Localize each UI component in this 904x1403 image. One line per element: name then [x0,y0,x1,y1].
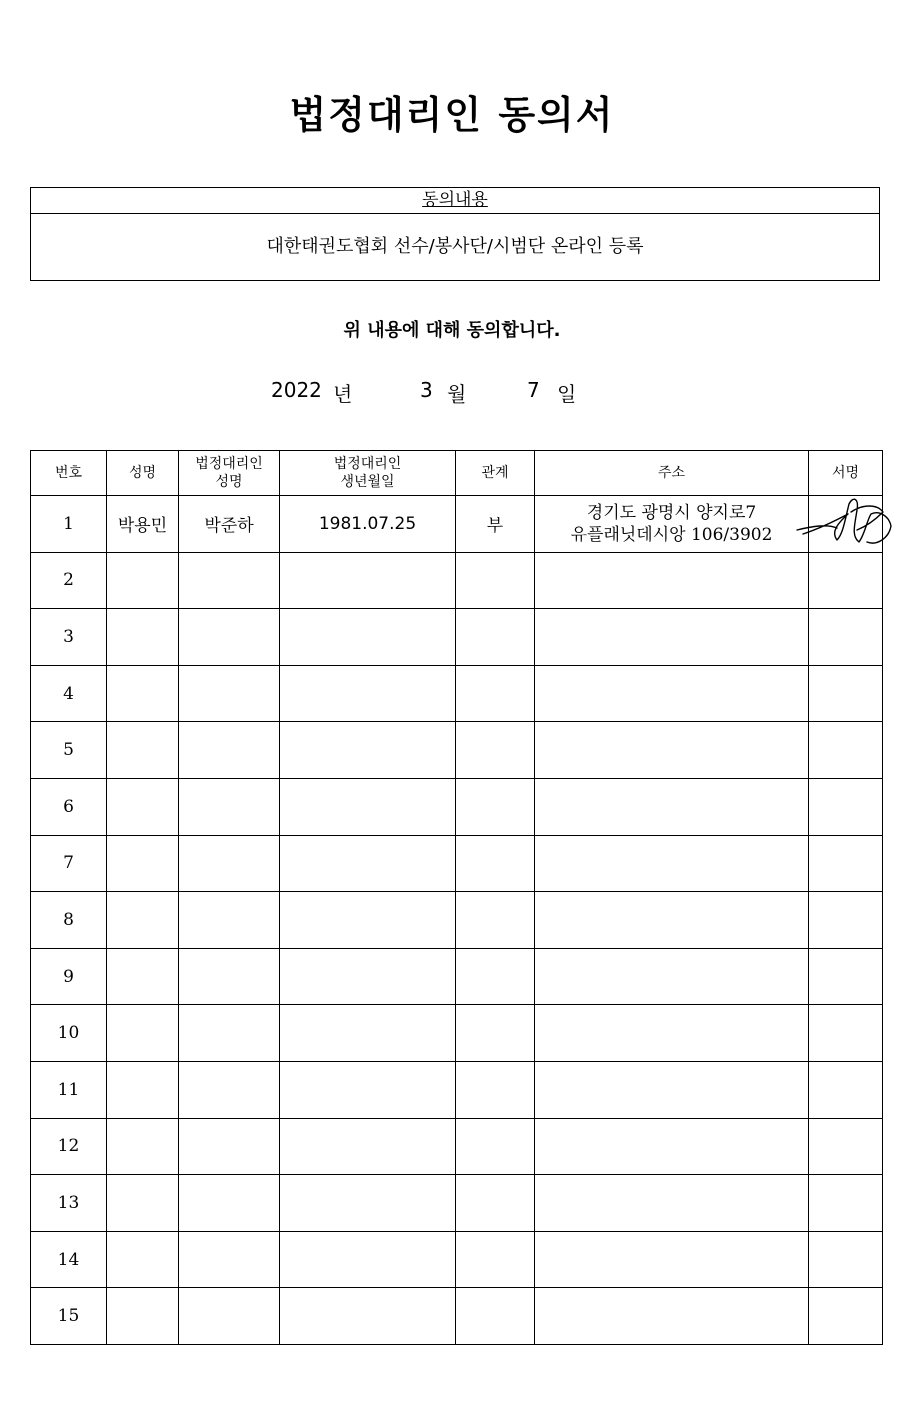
row-number: 7 [31,835,107,892]
row-number: 5 [31,722,107,779]
row-guardian-birth [280,1288,456,1345]
date-month: 3 [420,378,433,402]
header-relation: 관계 [456,451,535,496]
row-signature [809,722,883,779]
header-guardian-birth-line2: 생년월일 [340,474,395,490]
row-name [107,722,179,779]
row-number: 4 [31,665,107,722]
row-number: 10 [31,1005,107,1062]
row-guardian-birth [280,1231,456,1288]
row-address [535,665,809,722]
row-name [107,1288,179,1345]
row-guardian-name [179,835,280,892]
row-relation [456,948,535,1005]
row-number: 1 [31,496,107,553]
row-relation [456,1288,535,1345]
row-guardian-birth [280,1061,456,1118]
row-name: 박용민 [107,496,179,553]
table-row [31,778,883,835]
guardian-consent-table [30,450,883,1345]
row-guardian-birth [280,835,456,892]
row-relation [456,1005,535,1062]
row-address [535,1061,809,1118]
row-guardian-name [179,778,280,835]
row-name [107,1061,179,1118]
row-guardian-name [179,1288,280,1345]
table-row [31,722,883,779]
row-guardian-name [179,1175,280,1232]
row-name [107,609,179,666]
row-guardian-name [179,948,280,1005]
table-row [31,892,883,949]
row-relation [456,892,535,949]
table-header-row [31,451,883,496]
row-name [107,1118,179,1175]
table-row [31,1005,883,1062]
row-signature [809,892,883,949]
row-signature [809,552,883,609]
row-guardian-name [179,1118,280,1175]
row-address [535,1005,809,1062]
row-address [535,496,809,553]
row-signature [809,778,883,835]
row-address-line2: 유플래닛데시앙 106/3902 [570,524,773,545]
row-name [107,948,179,1005]
row-address [535,892,809,949]
row-guardian-birth [280,1005,456,1062]
row-guardian-name [179,665,280,722]
row-guardian-birth [280,665,456,722]
table-row [31,552,883,609]
table-row [31,1118,883,1175]
table-row [31,1288,883,1345]
row-guardian-name [179,722,280,779]
header-guardian-name-line2: 성명 [215,474,243,490]
row-address [535,1175,809,1232]
row-name [107,1175,179,1232]
table-row [31,1061,883,1118]
row-guardian-birth [280,1118,456,1175]
header-guardian-name [179,451,280,496]
row-relation [456,722,535,779]
row-signature [809,1005,883,1062]
row-relation [456,1061,535,1118]
header-guardian-birth-line1: 법정대리인 [333,456,402,472]
date-month-unit: 월 [447,382,467,406]
row-guardian-name: 박준하 [179,496,280,553]
row-guardian-name [179,1231,280,1288]
row-address [535,722,809,779]
row-address [535,835,809,892]
row-guardian-birth [280,722,456,779]
row-signature [809,609,883,666]
row-address [535,1231,809,1288]
table-row [31,1175,883,1232]
row-relation [456,778,535,835]
row-signature [809,496,883,553]
date-year-unit: 년 [333,382,353,406]
row-guardian-birth [280,1175,456,1232]
row-address [535,778,809,835]
document-title: 법정대리인 동의서 [289,93,615,137]
table-row [31,609,883,666]
row-guardian-name [179,892,280,949]
row-relation [456,609,535,666]
row-address [535,948,809,1005]
row-number: 13 [31,1175,107,1232]
row-guardian-birth [280,948,456,1005]
row-number: 12 [31,1118,107,1175]
row-number: 9 [31,948,107,1005]
header-guardian-birth [280,451,456,496]
row-name [107,835,179,892]
row-guardian-birth [280,892,456,949]
table-row [31,496,883,553]
table-row [31,835,883,892]
date-year: 2022 [271,378,322,402]
consent-text: 대한태권도협회 선수/봉사단/시범단 온라인 등록 [266,236,644,257]
row-address [535,1118,809,1175]
row-number: 11 [31,1061,107,1118]
row-number: 2 [31,552,107,609]
row-guardian-birth: 1981.07.25 [280,496,456,553]
agreement-statement: 위 내용에 대해 동의합니다. [343,320,561,341]
row-number: 14 [31,1231,107,1288]
row-guardian-birth [280,609,456,666]
row-signature [809,1231,883,1288]
row-number: 8 [31,892,107,949]
row-address [535,609,809,666]
row-name [107,892,179,949]
row-guardian-birth [280,552,456,609]
row-relation [456,1118,535,1175]
table-row [31,665,883,722]
row-signature [809,665,883,722]
row-signature [809,1061,883,1118]
row-signature [809,1288,883,1345]
row-relation [456,665,535,722]
row-signature [809,1118,883,1175]
row-address [535,552,809,609]
row-relation [456,835,535,892]
row-number: 15 [31,1288,107,1345]
row-signature [809,948,883,1005]
row-signature [809,835,883,892]
row-relation [456,552,535,609]
row-address-line1: 경기도 광명시 양지로7 [586,502,757,523]
consent-content-box [30,187,880,281]
date-day-unit: 일 [557,382,577,406]
header-name: 성명 [107,451,179,496]
row-number: 3 [31,609,107,666]
row-signature [809,1175,883,1232]
table-row [31,948,883,1005]
row-relation [456,1175,535,1232]
row-relation [456,1231,535,1288]
row-guardian-name [179,1061,280,1118]
row-name [107,665,179,722]
header-signature: 서명 [809,451,883,496]
table-row [31,1231,883,1288]
row-number: 6 [31,778,107,835]
row-guardian-name [179,1005,280,1062]
row-name [107,1231,179,1288]
consent-heading: 동의내용 [31,188,879,214]
handwritten-signature [793,490,903,560]
row-name [107,1005,179,1062]
row-address [535,1288,809,1345]
row-relation: 부 [456,496,535,553]
row-guardian-name [179,552,280,609]
header-address: 주소 [535,451,809,496]
row-guardian-name [179,609,280,666]
row-name [107,778,179,835]
date-day: 7 [527,378,540,402]
row-guardian-birth [280,778,456,835]
row-name [107,552,179,609]
header-number: 번호 [31,451,107,496]
header-guardian-name-line1: 법정대리인 [195,456,263,472]
